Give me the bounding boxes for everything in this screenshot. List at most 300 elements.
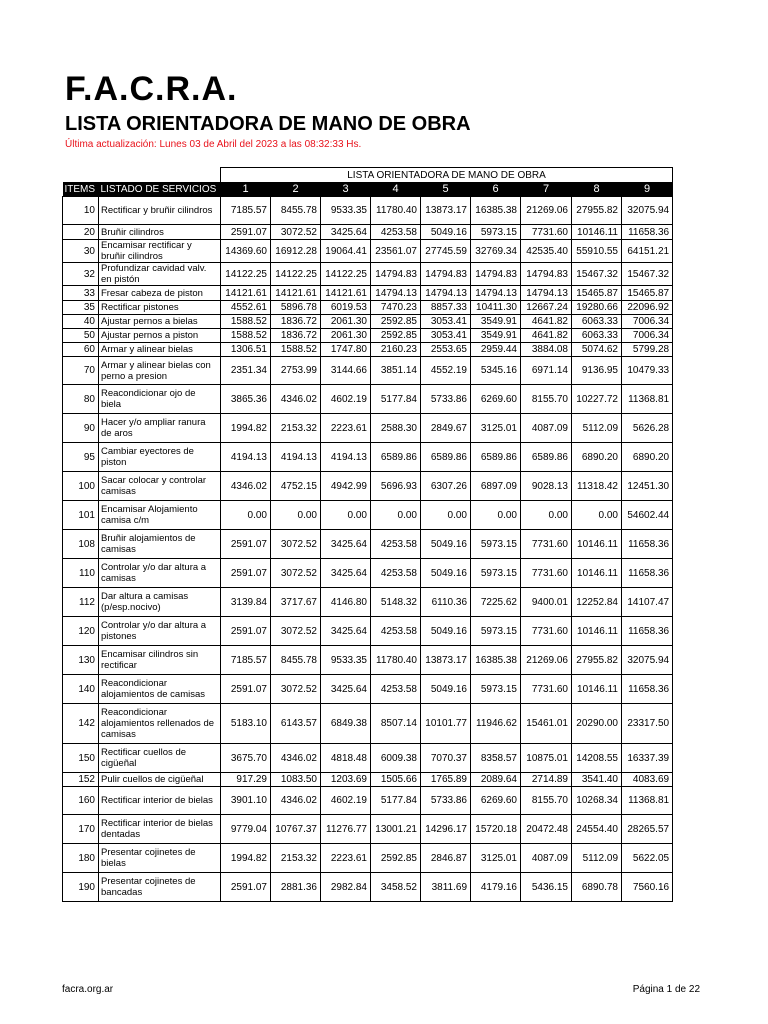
price-cell: 2592.85 (371, 315, 421, 329)
service-name: Controlar y/o dar altura a pistones (99, 617, 221, 646)
price-cell: 14121.61 (221, 286, 271, 301)
price-cell: 14296.17 (421, 815, 471, 844)
price-cell: 20290.00 (572, 704, 622, 744)
price-cell: 1083.50 (271, 773, 321, 787)
price-cell: 6890.20 (572, 443, 622, 472)
price-cell: 3144.66 (321, 357, 371, 385)
price-cell: 27955.82 (572, 646, 622, 675)
price-cell: 4253.58 (371, 559, 421, 588)
price-cell: 14208.55 (572, 744, 622, 773)
price-cell: 8155.70 (521, 787, 572, 815)
price-cell: 14121.61 (271, 286, 321, 301)
price-cell: 16385.38 (471, 646, 521, 675)
service-name: Armar y alinear bielas con perno a presion (99, 357, 221, 385)
price-cell: 0.00 (271, 501, 321, 530)
item-code: 70 (63, 357, 99, 385)
price-cell: 20472.48 (521, 815, 572, 844)
price-cell: 32075.94 (622, 646, 673, 675)
price-cell: 24554.40 (572, 815, 622, 844)
price-cell: 4552.19 (421, 357, 471, 385)
item-code: 40 (63, 315, 99, 329)
price-cell: 5622.05 (622, 844, 673, 873)
service-name: Encamisar rectificar y bruñir cilindros (99, 240, 221, 263)
price-table (62, 167, 673, 902)
price-cell: 0.00 (421, 501, 471, 530)
price-cell: 7185.57 (221, 646, 271, 675)
price-cell: 2592.85 (371, 844, 421, 873)
price-cell: 8857.33 (421, 301, 471, 315)
price-cell: 27955.82 (572, 197, 622, 225)
price-cell: 3072.52 (271, 675, 321, 704)
page-title: LISTA ORIENTADORA DE MANO DE OBRA (65, 113, 471, 135)
price-cell: 5436.15 (521, 873, 572, 902)
price-cell: 1306.51 (221, 343, 271, 357)
service-name: Reacondicionar alojamientos rellenados de camisas (99, 704, 221, 744)
price-cell: 1588.52 (271, 343, 321, 357)
item-code: 150 (63, 744, 99, 773)
price-cell: 21269.06 (521, 646, 572, 675)
price-cell: 3053.41 (421, 329, 471, 343)
service-name: Cambiar eyectores de piston (99, 443, 221, 472)
item-code: 170 (63, 815, 99, 844)
price-cell: 5733.86 (421, 787, 471, 815)
item-code: 120 (63, 617, 99, 646)
price-cell: 5973.15 (471, 617, 521, 646)
price-cell: 4602.19 (321, 385, 371, 414)
price-cell: 4253.58 (371, 530, 421, 559)
price-cell: 2849.67 (421, 414, 471, 443)
table-row (63, 240, 673, 263)
item-code: 50 (63, 329, 99, 343)
service-name: Rectificar pistones (99, 301, 221, 315)
price-cell: 14369.60 (221, 240, 271, 263)
price-cell: 15465.87 (572, 286, 622, 301)
price-cell: 2223.61 (321, 844, 371, 873)
service-name: Encamisar Alojamiento camisa c/m (99, 501, 221, 530)
table-row (63, 329, 673, 343)
price-cell: 15465.87 (622, 286, 673, 301)
service-name: Ajustar pernos a bielas (99, 315, 221, 329)
price-cell: 3549.91 (471, 315, 521, 329)
table-row (63, 646, 673, 675)
last-updated: Última actualización: Lunes 03 de Abril del 2023 a las 08:32:33 Hs. (65, 139, 362, 150)
price-cell: 3425.64 (321, 675, 371, 704)
price-cell: 22096.92 (622, 301, 673, 315)
item-code: 130 (63, 646, 99, 675)
price-cell: 11780.40 (371, 197, 421, 225)
price-cell: 4194.13 (321, 443, 371, 472)
service-name: Rectificar y bruñir cilindros (99, 197, 221, 225)
price-cell: 5049.16 (421, 617, 471, 646)
price-cell: 4752.15 (271, 472, 321, 501)
table-row (63, 559, 673, 588)
table-row (63, 530, 673, 559)
price-cell: 16337.39 (622, 744, 673, 773)
price-cell: 13001.21 (371, 815, 421, 844)
price-cell: 7731.60 (521, 675, 572, 704)
item-code: 80 (63, 385, 99, 414)
price-cell: 3425.64 (321, 617, 371, 646)
service-name: Bruñir cilindros (99, 225, 221, 240)
price-cell: 7470.23 (371, 301, 421, 315)
price-cell: 2591.07 (221, 225, 271, 240)
header-col-7: 7 (521, 182, 572, 197)
price-cell: 14794.83 (371, 263, 421, 286)
price-cell: 16912.28 (271, 240, 321, 263)
price-cell: 1765.89 (421, 773, 471, 787)
price-cell: 4253.58 (371, 225, 421, 240)
price-cell: 6009.38 (371, 744, 421, 773)
item-code: 108 (63, 530, 99, 559)
price-cell: 5733.86 (421, 385, 471, 414)
price-cell: 10146.11 (572, 617, 622, 646)
price-cell: 14121.61 (321, 286, 371, 301)
table-header (63, 182, 673, 197)
price-cell: 9533.35 (321, 197, 371, 225)
item-code: 100 (63, 472, 99, 501)
price-cell: 3072.52 (271, 225, 321, 240)
price-cell: 3811.69 (421, 873, 471, 902)
item-code: 90 (63, 414, 99, 443)
table-row (63, 704, 673, 744)
price-cell: 4194.13 (271, 443, 321, 472)
item-code: 160 (63, 787, 99, 815)
table-row (63, 501, 673, 530)
price-cell: 19280.66 (572, 301, 622, 315)
item-code: 33 (63, 286, 99, 301)
price-cell: 2591.07 (221, 873, 271, 902)
price-cell: 64151.21 (622, 240, 673, 263)
item-code: 20 (63, 225, 99, 240)
price-cell: 7070.37 (421, 744, 471, 773)
price-cell: 3139.84 (221, 588, 271, 617)
price-cell: 2223.61 (321, 414, 371, 443)
price-cell: 10101.77 (421, 704, 471, 744)
price-cell: 11368.81 (622, 787, 673, 815)
price-cell: 42535.40 (521, 240, 572, 263)
price-cell: 4346.02 (271, 385, 321, 414)
price-cell: 2061.30 (321, 315, 371, 329)
price-cell: 4087.09 (521, 414, 572, 443)
price-cell: 7006.34 (622, 315, 673, 329)
price-cell: 5973.15 (471, 559, 521, 588)
price-cell: 3541.40 (572, 773, 622, 787)
price-cell: 7185.57 (221, 197, 271, 225)
price-cell: 11368.81 (622, 385, 673, 414)
price-cell: 3072.52 (271, 559, 321, 588)
header-col-2: 2 (271, 182, 321, 197)
price-cell: 6143.57 (271, 704, 321, 744)
price-cell: 7225.62 (471, 588, 521, 617)
price-cell: 3125.01 (471, 414, 521, 443)
price-cell: 1203.69 (321, 773, 371, 787)
table-row (63, 443, 673, 472)
price-cell: 4346.02 (221, 472, 271, 501)
price-cell: 7006.34 (622, 329, 673, 343)
price-cell: 3425.64 (321, 530, 371, 559)
price-cell: 3851.14 (371, 357, 421, 385)
service-name: Bruñir alojamientos de camisas (99, 530, 221, 559)
price-cell: 2153.32 (271, 844, 321, 873)
price-cell: 5799.28 (622, 343, 673, 357)
price-cell: 5049.16 (421, 530, 471, 559)
price-cell: 5112.09 (572, 844, 622, 873)
item-code: 152 (63, 773, 99, 787)
price-cell: 6890.78 (572, 873, 622, 902)
price-cell: 10411.30 (471, 301, 521, 315)
price-cell: 14794.13 (371, 286, 421, 301)
header-col-5: 5 (421, 182, 471, 197)
price-cell: 5896.78 (271, 301, 321, 315)
price-cell: 14794.83 (471, 263, 521, 286)
price-cell: 6971.14 (521, 357, 572, 385)
price-cell: 6019.53 (321, 301, 371, 315)
price-cell: 10767.37 (271, 815, 321, 844)
price-cell: 6589.86 (521, 443, 572, 472)
price-cell: 55910.55 (572, 240, 622, 263)
price-cell: 13873.17 (421, 197, 471, 225)
table-body (63, 197, 673, 902)
service-name: Controlar y/o dar altura a camisas (99, 559, 221, 588)
item-code: 140 (63, 675, 99, 704)
header-col-1: 1 (221, 182, 271, 197)
service-name: Armar y alinear bielas (99, 343, 221, 357)
price-cell: 5626.28 (622, 414, 673, 443)
table-row (63, 675, 673, 704)
price-cell: 6589.86 (421, 443, 471, 472)
price-cell: 4818.48 (321, 744, 371, 773)
table-row (63, 844, 673, 873)
price-cell: 10227.72 (572, 385, 622, 414)
price-cell: 6897.09 (471, 472, 521, 501)
price-cell: 9136.95 (572, 357, 622, 385)
price-cell: 2591.07 (221, 675, 271, 704)
table-row (63, 197, 673, 225)
price-cell: 6063.33 (572, 315, 622, 329)
price-cell: 3901.10 (221, 787, 271, 815)
header-col-4: 4 (371, 182, 421, 197)
service-name: Rectificar interior de bielas (99, 787, 221, 815)
price-cell: 4194.13 (221, 443, 271, 472)
price-cell: 6307.26 (421, 472, 471, 501)
price-cell: 10146.11 (572, 225, 622, 240)
price-cell: 8455.78 (271, 646, 321, 675)
price-cell: 4087.09 (521, 844, 572, 873)
table-row (63, 873, 673, 902)
price-cell: 2351.34 (221, 357, 271, 385)
service-name: Sacar colocar y controlar camisas (99, 472, 221, 501)
item-code: 142 (63, 704, 99, 744)
price-cell: 27745.59 (421, 240, 471, 263)
service-name: Rectificar cuellos de cigüeñal (99, 744, 221, 773)
price-cell: 14794.83 (521, 263, 572, 286)
price-cell: 3865.36 (221, 385, 271, 414)
price-cell: 4179.16 (471, 873, 521, 902)
price-cell: 4942.99 (321, 472, 371, 501)
price-cell: 0.00 (572, 501, 622, 530)
price-cell: 15461.01 (521, 704, 572, 744)
price-cell: 14122.25 (221, 263, 271, 286)
service-name: Fresar cabeza de piston (99, 286, 221, 301)
price-cell: 23561.07 (371, 240, 421, 263)
price-cell: 5177.84 (371, 385, 421, 414)
price-cell: 2982.84 (321, 873, 371, 902)
price-cell: 5973.15 (471, 530, 521, 559)
header-col-9: 9 (622, 182, 673, 197)
price-cell: 6269.60 (471, 385, 521, 414)
table-row (63, 472, 673, 501)
price-cell: 11658.36 (622, 225, 673, 240)
price-cell: 3425.64 (321, 559, 371, 588)
service-name: Profundizar cavidad valv. en pistón (99, 263, 221, 286)
table-caption: LISTA ORIENTADORA DE MANO DE OBRA (221, 168, 673, 183)
header-col-8: 8 (572, 182, 622, 197)
price-cell: 4346.02 (271, 744, 321, 773)
price-cell: 8455.78 (271, 197, 321, 225)
price-cell: 9533.35 (321, 646, 371, 675)
price-cell: 6849.38 (321, 704, 371, 744)
item-code: 35 (63, 301, 99, 315)
price-cell: 14794.13 (471, 286, 521, 301)
price-cell: 8507.14 (371, 704, 421, 744)
price-cell: 10268.34 (572, 787, 622, 815)
table-row (63, 315, 673, 329)
price-cell: 12451.30 (622, 472, 673, 501)
price-cell: 15467.32 (572, 263, 622, 286)
price-cell: 2591.07 (221, 617, 271, 646)
price-cell: 2061.30 (321, 329, 371, 343)
service-name: Rectificar interior de bielas dentadas (99, 815, 221, 844)
org-title: F.A.C.R.A. (65, 70, 238, 108)
table-row (63, 588, 673, 617)
price-cell: 2089.64 (471, 773, 521, 787)
price-cell: 3884.08 (521, 343, 572, 357)
price-cell: 1505.66 (371, 773, 421, 787)
service-name: Pulir cuellos de cigüeñal (99, 773, 221, 787)
price-cell: 5973.15 (471, 225, 521, 240)
price-cell: 3072.52 (271, 617, 321, 646)
price-cell: 917.29 (221, 773, 271, 787)
table-row (63, 286, 673, 301)
item-code: 180 (63, 844, 99, 873)
price-cell: 10146.11 (572, 530, 622, 559)
price-cell: 1994.82 (221, 414, 271, 443)
table-row (63, 744, 673, 773)
price-cell: 11658.36 (622, 675, 673, 704)
header-col-6: 6 (471, 182, 521, 197)
price-cell: 11658.36 (622, 617, 673, 646)
price-cell: 2591.07 (221, 559, 271, 588)
page-number: Página 1 de 22 (632, 984, 700, 995)
price-cell: 10479.33 (622, 357, 673, 385)
price-cell: 14794.83 (421, 263, 471, 286)
price-cell: 7731.60 (521, 530, 572, 559)
item-code: 110 (63, 559, 99, 588)
price-cell: 12252.84 (572, 588, 622, 617)
price-cell: 4552.61 (221, 301, 271, 315)
item-code: 95 (63, 443, 99, 472)
price-cell: 2553.65 (421, 343, 471, 357)
service-name: Hacer y/o ampliar ranura de aros (99, 414, 221, 443)
price-cell: 5177.84 (371, 787, 421, 815)
price-cell: 13873.17 (421, 646, 471, 675)
price-cell: 14794.13 (521, 286, 572, 301)
price-cell: 3458.52 (371, 873, 421, 902)
price-cell: 4083.69 (622, 773, 673, 787)
price-cell: 11276.77 (321, 815, 371, 844)
price-cell: 5112.09 (572, 414, 622, 443)
price-cell: 5049.16 (421, 225, 471, 240)
table-row (63, 617, 673, 646)
table-row (63, 357, 673, 385)
price-cell: 6063.33 (572, 329, 622, 343)
price-cell: 1994.82 (221, 844, 271, 873)
price-cell: 8155.70 (521, 385, 572, 414)
service-name: Ajustar pernos a piston (99, 329, 221, 343)
price-cell: 6890.20 (622, 443, 673, 472)
price-cell: 3675.70 (221, 744, 271, 773)
price-cell: 14107.47 (622, 588, 673, 617)
price-cell: 9028.13 (521, 472, 572, 501)
price-cell: 5049.16 (421, 675, 471, 704)
item-code: 32 (63, 263, 99, 286)
service-name: Presentar cojinetes de bancadas (99, 873, 221, 902)
price-cell: 1747.80 (321, 343, 371, 357)
price-cell: 3072.52 (271, 530, 321, 559)
price-cell: 11780.40 (371, 646, 421, 675)
price-cell: 5074.62 (572, 343, 622, 357)
price-cell: 4641.82 (521, 315, 572, 329)
price-cell: 14122.25 (271, 263, 321, 286)
price-cell: 1588.52 (221, 315, 271, 329)
price-cell: 7731.60 (521, 225, 572, 240)
price-cell: 3053.41 (421, 315, 471, 329)
price-cell: 4602.19 (321, 787, 371, 815)
item-code: 190 (63, 873, 99, 902)
price-cell: 1836.72 (271, 329, 321, 343)
price-cell: 10146.11 (572, 559, 622, 588)
service-name: Presentar cojinetes de bielas (99, 844, 221, 873)
price-cell: 19064.41 (321, 240, 371, 263)
price-cell: 11946.62 (471, 704, 521, 744)
price-cell: 0.00 (321, 501, 371, 530)
price-cell: 5049.16 (421, 559, 471, 588)
table-row (63, 773, 673, 787)
service-name: Reacondicionar ojo de biela (99, 385, 221, 414)
price-cell: 21269.06 (521, 197, 572, 225)
price-cell: 11318.42 (572, 472, 622, 501)
price-cell: 2959.44 (471, 343, 521, 357)
price-cell: 7731.60 (521, 617, 572, 646)
price-cell: 6269.60 (471, 787, 521, 815)
price-cell: 0.00 (221, 501, 271, 530)
price-cell: 5973.15 (471, 675, 521, 704)
price-cell: 5345.16 (471, 357, 521, 385)
price-cell: 5696.93 (371, 472, 421, 501)
price-cell: 6589.86 (371, 443, 421, 472)
table-row (63, 343, 673, 357)
table-row (63, 815, 673, 844)
price-cell: 7560.16 (622, 873, 673, 902)
price-cell: 2846.87 (421, 844, 471, 873)
header-col-3: 3 (321, 182, 371, 197)
price-cell: 4146.80 (321, 588, 371, 617)
item-code: 10 (63, 197, 99, 225)
price-cell: 6589.86 (471, 443, 521, 472)
table-row (63, 385, 673, 414)
price-cell: 3425.64 (321, 225, 371, 240)
price-cell: 4641.82 (521, 329, 572, 343)
